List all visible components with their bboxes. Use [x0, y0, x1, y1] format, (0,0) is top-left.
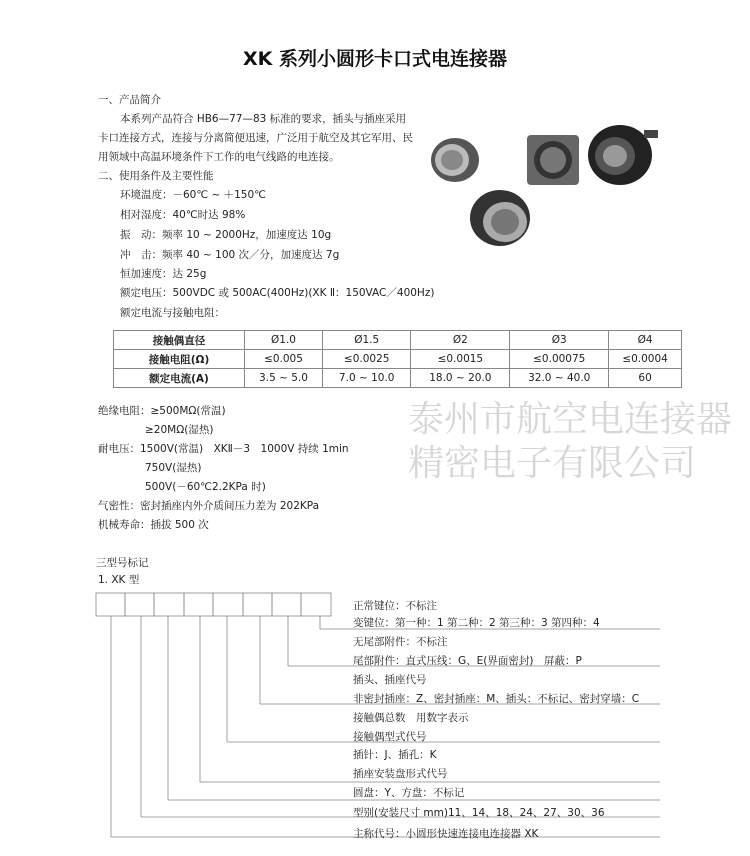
spec-line: 绝缘电阻：≥500MΩ(常温): [98, 405, 226, 417]
spec-line: 750V(湿热): [145, 462, 202, 474]
condition-line: 恒加速度：达 25g: [120, 268, 207, 280]
condition-line: 环境温度：－60℃ ~ ＋150℃: [120, 189, 266, 201]
spec-line: 500V(－60℃2.2KPa 时): [145, 481, 266, 493]
spec-line: 气密性：密封插座内外介质间压力差为 202KPa: [98, 500, 320, 512]
table-cell: ≤0.0004: [609, 350, 682, 369]
table-cell: Ø1.5: [322, 331, 410, 350]
spec-line: 耐电压：1500V(常温) XKⅡ－3 1000V 持续 1min: [98, 443, 349, 455]
model-code-label: 接触偶型式代号: [353, 731, 427, 743]
table-cell: 额定电流(A): [114, 369, 245, 388]
model-code-label: 插头、插座代号: [353, 674, 427, 686]
table-cell: ≤0.0025: [322, 350, 410, 369]
page-title: XK 系列小圆形卡口式电连接器: [243, 48, 507, 70]
condition-line: 额定电压：500VDC 或 500AC(400Hz)(XK Ⅱ：150VAC／400Hz): [120, 287, 435, 299]
table-cell: 7.0 ~ 10.0: [322, 369, 410, 388]
model-code-label: 插座安装盘形式代号: [353, 768, 448, 780]
table-cell: ≤0.005: [245, 350, 323, 369]
model-subheading: 1. XK 型: [98, 574, 140, 586]
table-cell: Ø1.0: [245, 331, 323, 350]
intro-line: 用领域中高温环境条件下工作的电气线路的电连接。: [98, 151, 340, 163]
code-box: [213, 593, 243, 616]
table-cell: 18.0 ~ 20.0: [411, 369, 510, 388]
code-box: [154, 593, 184, 616]
table-cell: ≤0.00075: [510, 350, 609, 369]
watermark: 泰州市航空电连接器精密电子有限公司: [408, 399, 733, 484]
condition-line: 相对湿度：40℃时达 98%: [120, 209, 246, 221]
condition-line: 冲 击：频率 40 ~ 100 次／分，加速度达 7g: [120, 249, 340, 261]
model-heading: 三型号标记: [96, 557, 149, 569]
model-code-label: 插针：J、插孔：K: [353, 749, 437, 761]
table-cell: 60: [609, 369, 682, 388]
code-box: [96, 593, 125, 616]
code-box: [243, 593, 272, 616]
model-code-label: 尾部附件：直式压线：G、E(界面密封) 屏蔽：P: [353, 655, 582, 667]
table-cell: Ø2: [411, 331, 510, 350]
condition-line: 振 动：频率 10 ~ 2000Hz，加速度达 10g: [120, 229, 332, 241]
model-code-label: 正常键位：不标注: [353, 600, 437, 612]
model-code-label: 型别(安装尺寸 mm)11、14、18、24、27、30、36: [353, 807, 605, 819]
model-code-label: 主称代号：小圆形快速连接电连接器 XK: [353, 828, 539, 840]
table-cell: Ø4: [609, 331, 682, 350]
spec-line: ≥20MΩ(湿热): [145, 424, 214, 436]
code-box: [301, 593, 331, 616]
model-code-label: 接触偶总数 用数字表示: [353, 712, 469, 724]
model-code-label: 无尾部附件：不标注: [353, 636, 448, 648]
code-box: [184, 593, 213, 616]
table-cell: ≤0.0015: [411, 350, 510, 369]
code-box: [272, 593, 301, 616]
table-cell: 接触偶直径: [114, 331, 245, 350]
intro-line: 卡口连接方式，连接与分离简便迅速，广泛用于航空及其它军用、民: [98, 132, 413, 144]
model-code-label: 圆盘：Y、方盘：不标记: [353, 787, 465, 799]
conditions-heading: 二、使用条件及主要性能: [98, 170, 214, 182]
model-code-label: 变键位：第一种：1 第二种：2 第三种：3 第四种：4: [353, 617, 600, 629]
code-box: [125, 593, 154, 616]
intro-heading: 一、产品简介: [98, 94, 161, 106]
intro-line: 本系列产品符合 HB6—77—83 标准的要求，插头与插座采用: [120, 113, 407, 125]
table-cell: 接触电阻(Ω): [114, 350, 245, 369]
condition-line: 额定电流与接触电阻：: [120, 307, 225, 319]
table-cell: Ø3: [510, 331, 609, 350]
spec-line: 机械寿命：插拔 500 次: [98, 519, 209, 531]
table-cell: 32.0 ~ 40.0: [510, 369, 609, 388]
model-code-label: 非密封插座：Z、密封插座：M、插头：不标记、密封穿墙：C: [353, 693, 640, 705]
table-cell: 3.5 ~ 5.0: [245, 369, 323, 388]
